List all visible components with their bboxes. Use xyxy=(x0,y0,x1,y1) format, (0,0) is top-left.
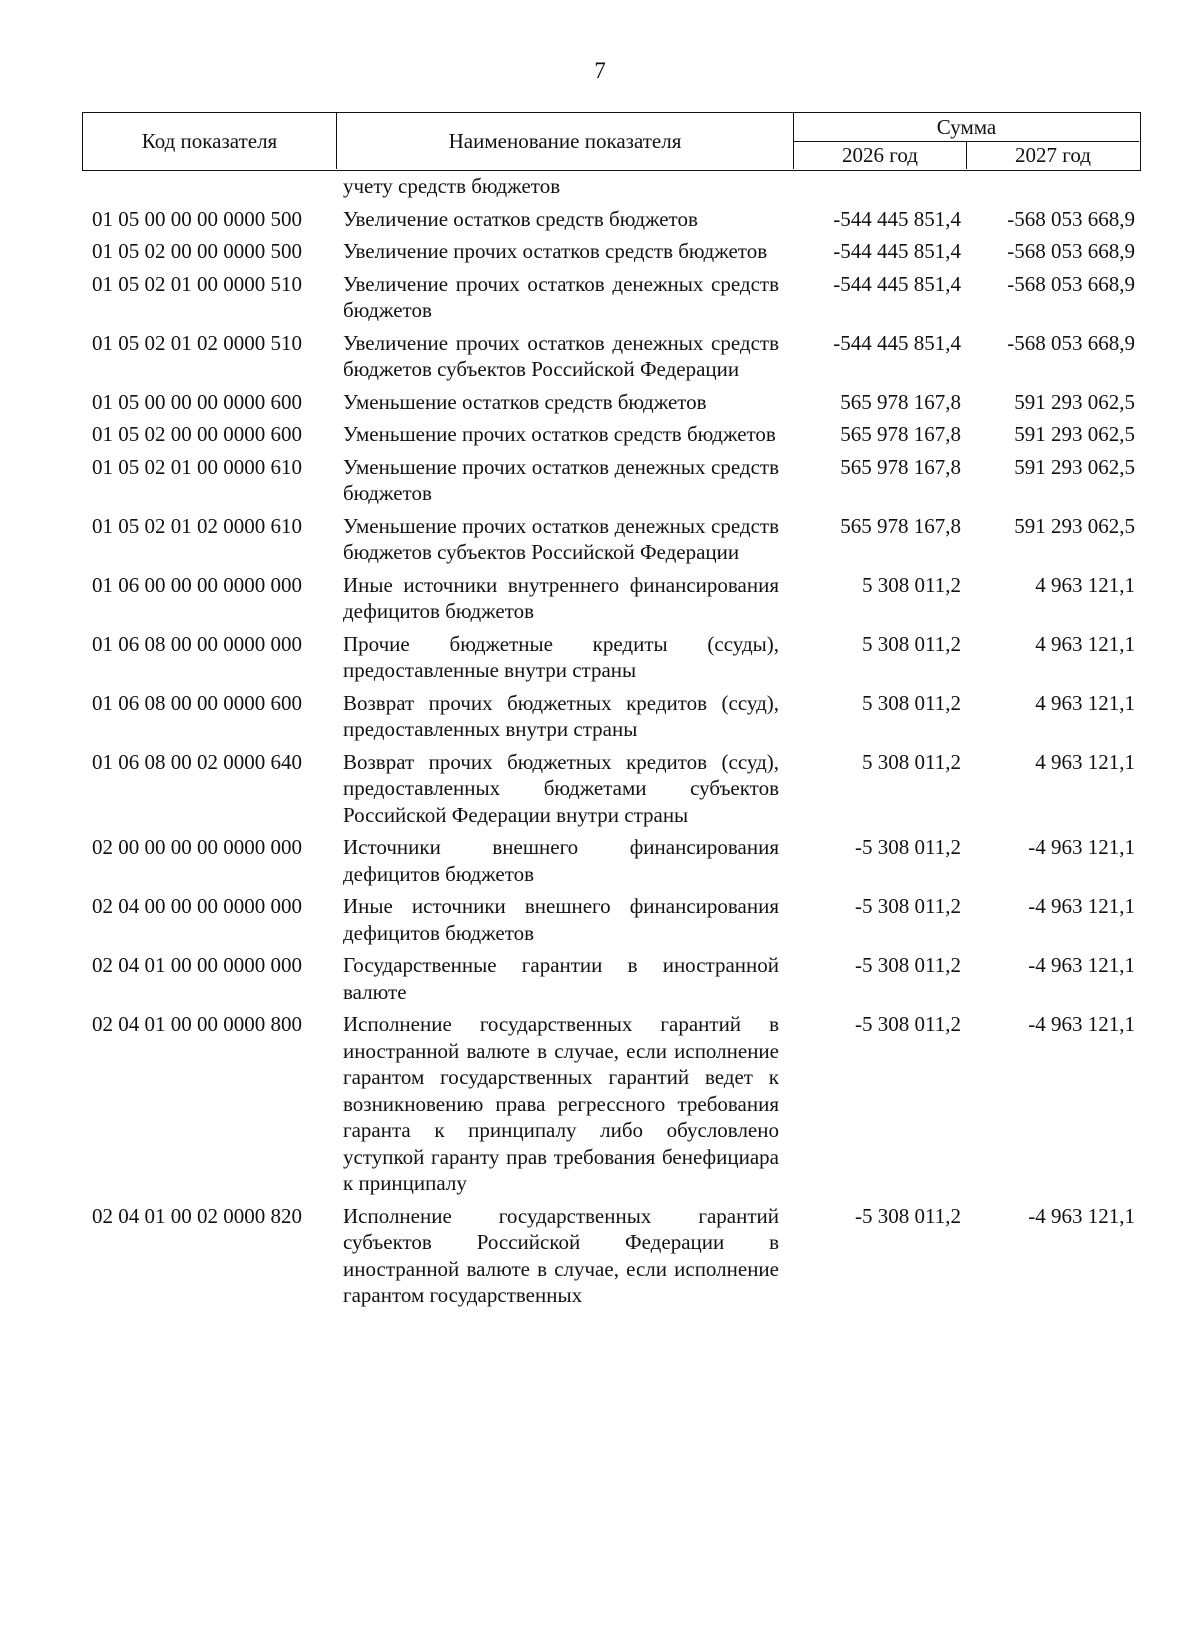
row-value-2027: 4 963 121,1 xyxy=(1035,690,1135,715)
row-name: Иные источники внешнего финансирования дефицитов бюджетов xyxy=(343,894,779,945)
row-code: 01 06 00 00 00 0000 000 xyxy=(92,572,302,597)
table-row xyxy=(82,952,1141,1005)
row-value-2026: -5 308 011,2 xyxy=(855,1012,961,1036)
header-name: Наименование показателя xyxy=(337,113,794,169)
row-code: 01 06 08 00 00 0000 000 xyxy=(92,631,302,656)
row-name: учету средств бюджетов xyxy=(343,174,561,198)
row-value-2027: -568 053 668,9 xyxy=(1007,206,1135,231)
row-value-2026: 5 308 011,2 xyxy=(862,631,961,656)
row-code: 01 06 08 00 02 0000 640 xyxy=(92,749,302,774)
row-value-2027: 591 293 062,5 xyxy=(1014,454,1135,479)
row-value-2026: 565 978 167,8 xyxy=(840,513,961,538)
table-row xyxy=(82,572,1141,625)
row-value-2026: 565 978 167,8 xyxy=(840,389,961,414)
row-value-2026: -544 445 851,4 xyxy=(833,330,961,355)
table-row xyxy=(82,271,1141,324)
row-value-2026: -544 445 851,4 xyxy=(833,271,961,296)
row-code: 01 05 02 00 00 0000 600 xyxy=(92,422,302,446)
table-header xyxy=(82,112,1141,171)
row-value-2027: -568 053 668,9 xyxy=(1007,239,1135,263)
table-row xyxy=(82,690,1141,743)
row-value-2027: -4 963 121,1 xyxy=(1028,953,1135,977)
row-value-2027: 4 963 121,1 xyxy=(1035,631,1135,656)
row-value-2026: 5 308 011,2 xyxy=(862,749,961,774)
table-row xyxy=(82,173,1141,200)
page-number: 7 xyxy=(594,58,606,83)
row-code: 01 06 08 00 00 0000 600 xyxy=(92,690,302,715)
row-name: Уменьшение остатков средств бюджетов xyxy=(343,389,707,414)
row-code: 01 05 02 01 02 0000 510 xyxy=(92,330,302,355)
row-code: 02 04 01 00 00 0000 000 xyxy=(92,953,302,977)
table-row xyxy=(82,631,1141,684)
table-row xyxy=(82,1203,1141,1309)
row-name: Исполнение государственных гарантий в иностранной валюте в случае, если исполнение гарантом государственных гарантий ведет к возникновению права регрессного требования гаранта к принципалу либо обусловлено уступкой гаранту прав требования бенефициара к принципалу xyxy=(343,1012,779,1195)
row-code: 02 00 00 00 00 0000 000 xyxy=(92,835,302,859)
row-value-2026: 5 308 011,2 xyxy=(862,690,961,715)
row-code: 01 05 02 01 00 0000 610 xyxy=(92,454,302,479)
row-code: 01 05 02 01 00 0000 510 xyxy=(92,271,302,296)
table-row xyxy=(82,893,1141,946)
row-name: Увеличение прочих остатков денежных средств бюджетов xyxy=(343,271,779,322)
table-row xyxy=(82,238,1141,265)
row-value-2027: 591 293 062,5 xyxy=(1014,389,1135,414)
header-year-2026: 2026 год xyxy=(794,142,967,169)
row-value-2027: -4 963 121,1 xyxy=(1028,1203,1135,1228)
row-value-2027: 4 963 121,1 xyxy=(1035,572,1135,597)
table-row xyxy=(82,389,1141,416)
row-name: Исполнение государственных гарантий субъектов Российской Федерации в иностранной валюте в случае, если исполнение гарантом государственных xyxy=(343,1203,779,1307)
row-value-2026: -5 308 011,2 xyxy=(855,953,961,977)
row-value-2027 xyxy=(969,173,1141,200)
row-value-2026: 5 308 011,2 xyxy=(862,572,961,597)
row-name: Государственные гарантии в иностранной валюте xyxy=(343,953,779,1004)
row-code: 02 04 00 00 00 0000 000 xyxy=(92,894,302,918)
row-name: Увеличение прочих остатков средств бюджетов xyxy=(343,239,768,263)
row-value-2026: 565 978 167,8 xyxy=(840,454,961,479)
header-sum: Сумма xyxy=(794,113,1139,142)
row-code: 01 05 00 00 00 0000 500 xyxy=(92,206,302,231)
header-code: Код показателя xyxy=(83,113,337,169)
row-value-2027: -4 963 121,1 xyxy=(1028,1012,1135,1036)
row-code: 02 04 01 00 00 0000 800 xyxy=(92,1012,302,1036)
table-row xyxy=(82,330,1141,383)
row-name: Увеличение прочих остатков денежных средств бюджетов субъектов Российской Федерации xyxy=(343,330,779,381)
row-value-2026: 565 978 167,8 xyxy=(840,422,961,446)
row-value-2026: -5 308 011,2 xyxy=(855,835,961,859)
row-value-2027: -568 053 668,9 xyxy=(1007,271,1135,296)
row-value-2027: 4 963 121,1 xyxy=(1035,749,1135,774)
row-code: 01 05 02 01 02 0000 610 xyxy=(92,513,302,538)
row-name: Уменьшение прочих остатков денежных средств бюджетов субъектов Российской Федерации xyxy=(343,513,779,564)
row-value-2026 xyxy=(793,173,969,200)
row-name: Уменьшение прочих остатков денежных средств бюджетов xyxy=(343,454,779,505)
row-code: 01 05 00 00 00 0000 600 xyxy=(92,389,302,414)
row-value-2026: -544 445 851,4 xyxy=(833,239,961,263)
row-value-2026: -544 445 851,4 xyxy=(833,206,961,231)
row-code xyxy=(82,173,336,200)
table-row xyxy=(82,513,1141,566)
row-value-2027: -568 053 668,9 xyxy=(1007,330,1135,355)
table-row xyxy=(82,749,1141,829)
row-name: Возврат прочих бюджетных кредитов (ссуд), предоставленных внутри страны xyxy=(343,690,779,741)
table-row xyxy=(82,421,1141,448)
table-body xyxy=(82,173,1141,1309)
row-value-2026: -5 308 011,2 xyxy=(855,1203,961,1228)
row-value-2026: -5 308 011,2 xyxy=(855,894,961,918)
row-value-2027: 591 293 062,5 xyxy=(1014,422,1135,446)
header-year-2027: 2027 год xyxy=(1015,143,1091,167)
table-row xyxy=(82,206,1141,233)
row-value-2027: -4 963 121,1 xyxy=(1028,835,1135,859)
row-value-2027: -4 963 121,1 xyxy=(1028,894,1135,918)
row-name: Уменьшение прочих остатков средств бюджетов xyxy=(343,422,776,446)
row-name: Увеличение остатков средств бюджетов xyxy=(343,206,698,231)
row-code: 02 04 01 00 02 0000 820 xyxy=(92,1203,302,1228)
row-name: Прочие бюджетные кредиты (ссуды), предоставленные внутри страны xyxy=(343,631,779,682)
table-row xyxy=(82,834,1141,887)
row-name: Возврат прочих бюджетных кредитов (ссуд), предоставленных бюджетами субъектов Российской Федерации внутри страны xyxy=(343,749,779,827)
row-name: Источники внешнего финансирования дефицитов бюджетов xyxy=(343,835,779,886)
row-name: Иные источники внутреннего финансирования дефицитов бюджетов xyxy=(343,572,779,623)
row-code: 01 05 02 00 00 0000 500 xyxy=(92,239,302,263)
table-row xyxy=(82,454,1141,507)
table-row xyxy=(82,1011,1141,1197)
row-value-2027: 591 293 062,5 xyxy=(1014,513,1135,538)
